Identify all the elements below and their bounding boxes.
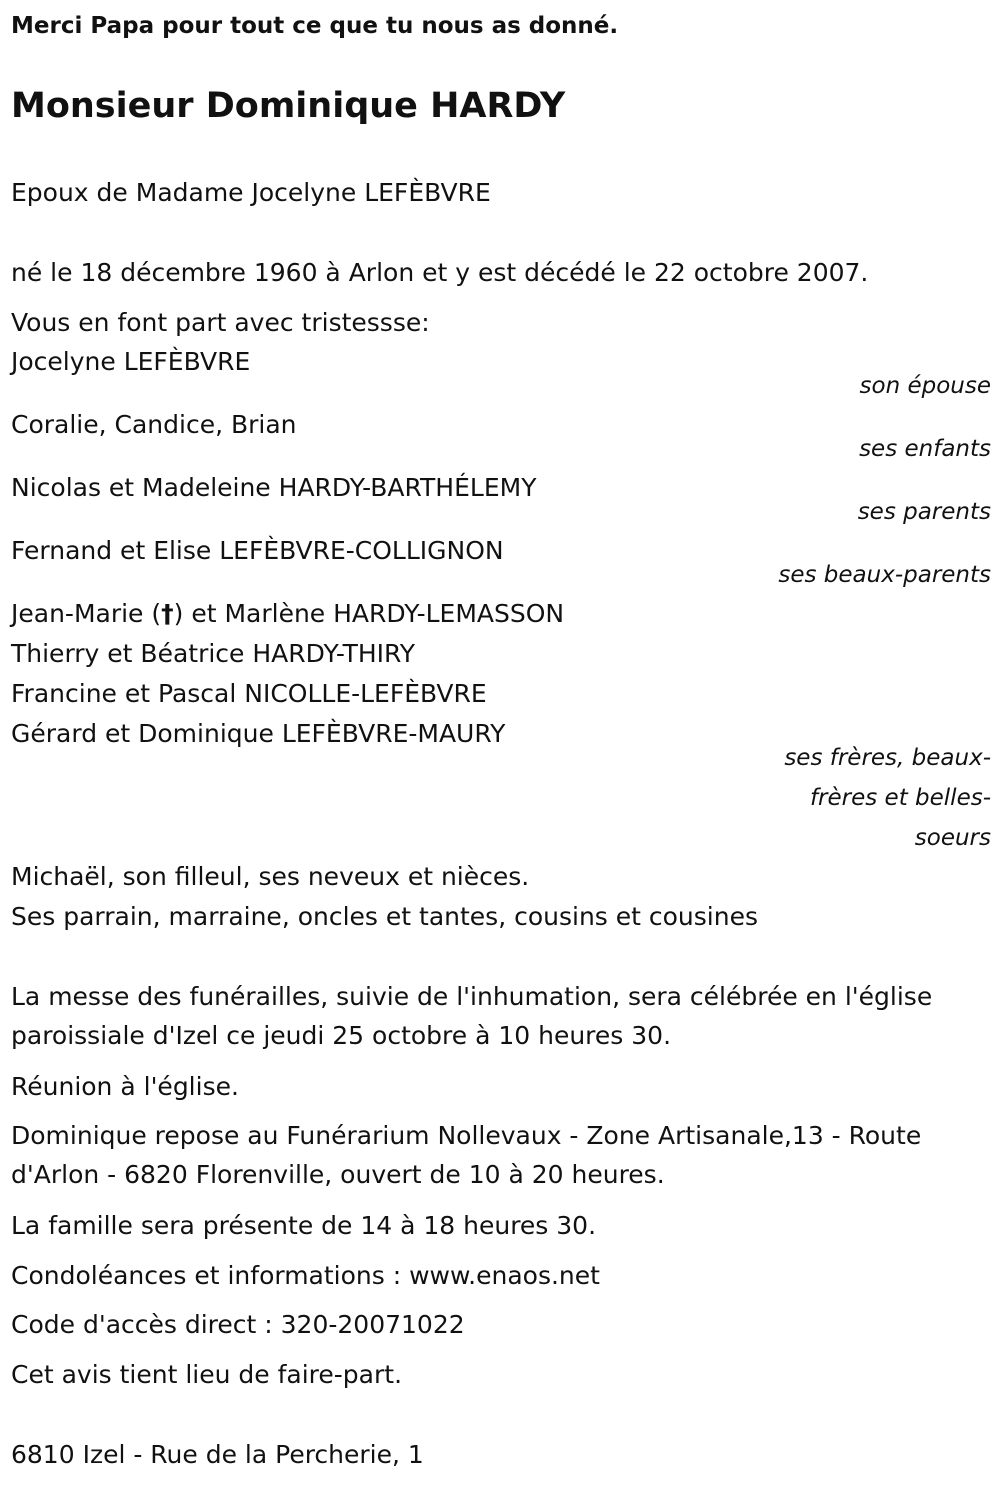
family-presence-line: La famille sera présente de 14 à 18 heures 30. <box>11 1211 597 1240</box>
mass-line-2: paroissiale d'Izel ce jeudi 25 octobre à 10 heures 30. <box>11 1021 672 1050</box>
access-code-line: Code d'accès direct : 320-20071022 <box>11 1310 465 1339</box>
sibling-line-1-start: Jean-Marie ( <box>11 599 162 628</box>
spouse-name: Jocelyne LEFÈBVRE <box>11 347 251 376</box>
godson-line: Michaël, son filleul, ses neveux et nièces. <box>11 862 530 891</box>
birth-death-line: né le 18 décembre 1960 à Arlon et y est décédé le 22 octobre 2007. <box>11 258 869 287</box>
sibling-line-4: Gérard et Dominique LEFÈBVRE-MAURY <box>11 719 506 748</box>
announcement-intro: Vous en font part avec tristessse: <box>11 308 430 337</box>
spouse-line: Epoux de Madame Jocelyne LEFÈBVRE <box>11 178 491 207</box>
cross-icon: † <box>161 599 174 628</box>
children-role: ses enfants <box>859 436 991 462</box>
deceased-name: Monsieur Dominique HARDY <box>11 86 566 126</box>
parents-names: Nicolas et Madeleine HARDY-BARTHÉLEMY <box>11 473 537 502</box>
mass-line-1: La messe des funérailles, suivie de l'inhumation, sera célébrée en l'église <box>11 982 933 1011</box>
sibling-line-1-end: ) et Marlène HARDY-LEMASSON <box>173 599 565 628</box>
sibling-line-3: Francine et Pascal NICOLLE-LEFÈBVRE <box>11 679 487 708</box>
dedication-line: Merci Papa pour tout ce que tu nous as donné. <box>11 13 619 39</box>
spouse-role: son épouse <box>859 373 991 399</box>
relatives-line: Ses parrain, marraine, oncles et tantes, cousins et cousines <box>11 902 758 931</box>
parents-role: ses parents <box>857 499 991 525</box>
rest-line-1: Dominique repose au Funérarium Nollevaux - Zone Artisanale,13 - Route <box>11 1121 922 1150</box>
notice-line: Cet avis tient lieu de faire-part. <box>11 1360 403 1389</box>
in-laws-role: ses beaux-parents <box>778 562 991 588</box>
in-laws-names: Fernand et Elise LEFÈBVRE-COLLIGNON <box>11 536 504 565</box>
condolences-line: Condoléances et informations : www.enaos.net <box>11 1261 600 1290</box>
children-names: Coralie, Candice, Brian <box>11 410 297 439</box>
rest-line-2: d'Arlon - 6820 Florenville, ouvert de 10 à 20 heures. <box>11 1160 665 1189</box>
siblings-role: ses frères, beaux-frères et belles-soeurs <box>784 745 991 851</box>
sibling-line-2: Thierry et Béatrice HARDY-THIRY <box>11 639 416 668</box>
sibling-line-1 <box>11 599 564 629</box>
address-line: 6810 Izel - Rue de la Percherie, 1 <box>11 1440 424 1469</box>
meeting-line: Réunion à l'église. <box>11 1072 239 1101</box>
